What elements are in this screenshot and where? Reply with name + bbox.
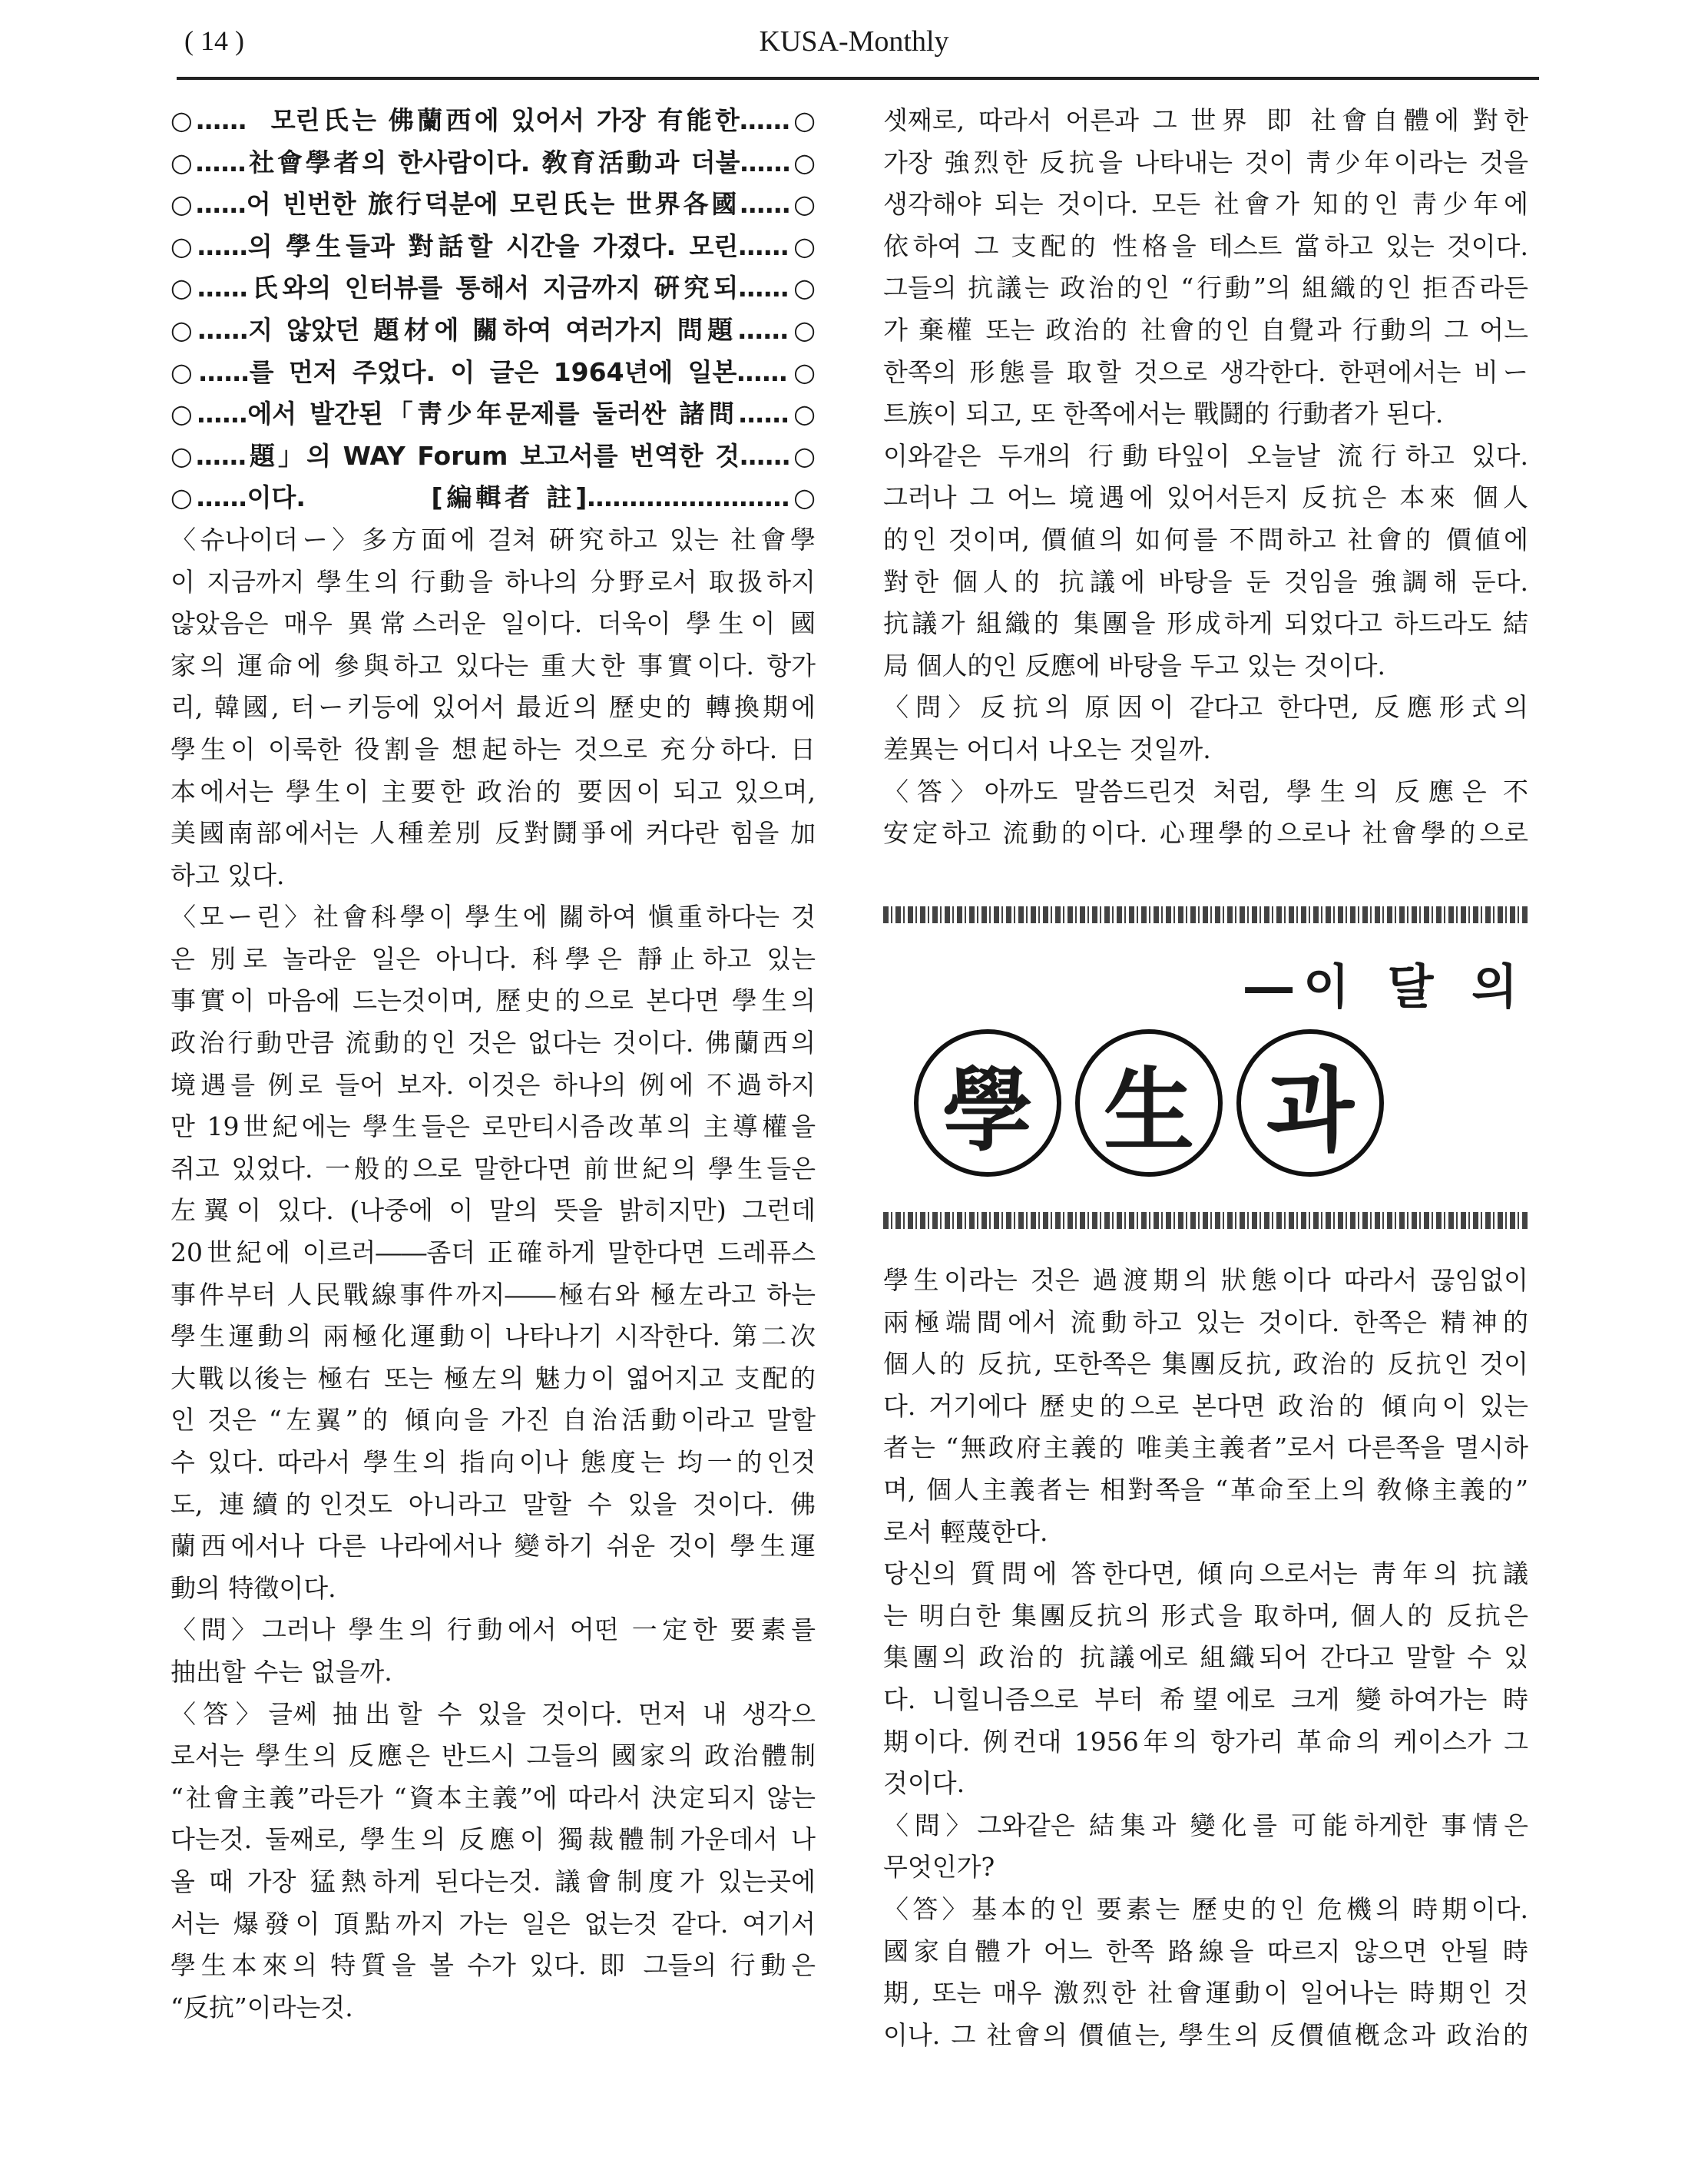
body-line: 무엇인가?	[883, 1852, 995, 1883]
body-line: 動의 特徵이다.	[170, 1572, 336, 1603]
body-line: 그들의 抗議는 政治的인 “行動”의 組織的인 拒否라든	[883, 273, 1528, 303]
body-line: 〈答〉글쎄 抽出할 수 있을 것이다. 먼저 내 생각으	[170, 1698, 816, 1729]
title-circle-char: 生	[1075, 1029, 1223, 1177]
body-line: 하고 있다.	[170, 859, 285, 890]
body-line: 서는 爆發이 頂點까지 가는 일은 없는것 같다. 여기서	[170, 1908, 816, 1939]
body-line: 安定하고 流動的이다. 心理學的으로나 社會學的으로	[883, 818, 1528, 849]
body-line: 은 別로 놀라운 일은 아니다. 科學은 靜止하고 있는	[170, 943, 816, 974]
editor-note-line: ○……의 學生들과 對話할 시간을 가졌다. 모린……○	[170, 230, 816, 261]
body-line: 셋째로, 따라서 어른과 그 世界 即 社會自體에 對한	[883, 105, 1528, 135]
body-line: 이와같은 두개의 行動타잎이 오늘날 流行하고 있다.	[883, 440, 1528, 471]
body-line: 〈問〉그러나 學生의 行動에서 어떤 一定한 要素를	[170, 1615, 816, 1645]
body-line: 事件부터 人民戰線事件까지――極右와 極左라고 하는	[170, 1279, 816, 1310]
body-line: 〈問〉그와같은 結集과 變化를 可能하게한 事情은	[883, 1810, 1528, 1840]
body-line: 左翼이 있다. (나중에 이 말의 뜻을 밝히지만) 그런데	[170, 1195, 816, 1226]
editor-note-box	[170, 100, 816, 519]
body-line: 생각해야 되는 것이다. 모든 社會가 知的인 靑少年에	[883, 189, 1528, 220]
right-column-bottom	[883, 1260, 1528, 2056]
journal-title: KUSA-Monthly	[759, 25, 949, 58]
body-line: 다. 니힐니즘으로 부터 希望에로 크게 變하여가는 時	[883, 1684, 1528, 1714]
header-rule	[177, 77, 1539, 80]
right-column-top	[883, 100, 1528, 855]
body-line: 學生運動의 兩極化運動이 나타나기 시작한다. 第二次	[170, 1321, 816, 1352]
body-line: 家의 運命에 參與하고 있다는 重大한 事實이다. 항가	[170, 650, 816, 681]
body-line: 며, 個人主義者는 相對쪽을 “革命至上의 敎條主義的”	[883, 1474, 1528, 1505]
editor-note-line: ○……社會學者의 한사람이다. 敎育活動과 더불……○	[170, 147, 816, 177]
body-line: 로서는 學生의 反應은 반드시 그들의 國家의 政治體制	[170, 1740, 816, 1771]
page-header	[184, 17, 1524, 63]
body-line: 리, 韓國, 터ー키등에 있어서 最近의 歷史的 轉換期에	[170, 692, 816, 723]
body-line: “社會主義”라든가 “資本主義”에 따라서 決定되지 않는	[170, 1782, 816, 1813]
body-line: 〈슈나이더ー〉多方面에 걸쳐 硏究하고 있는 社會學	[170, 524, 816, 555]
body-line: 大戰以後는 極右 또는 極左의 魅力이 엷어지고 支配的	[170, 1363, 816, 1393]
body-line: 的인 것이며, 價値의 如何를 不問하고 社會的 價値에	[883, 524, 1528, 555]
page-number: ( 14 )	[184, 25, 244, 56]
body-line: 本에서는 學生이 主要한 政治的 要因이 되고 있으며,	[170, 776, 816, 806]
body-line: 〈答〉基本的인 要素는 歷史的인 危機의 時期이다.	[883, 1893, 1528, 1924]
body-line: 期이다. 例컨대 1956年의 항가리 革命의 케이스가 그	[883, 1726, 1528, 1757]
decorative-border-top	[883, 906, 1528, 923]
feature-title-circles	[899, 1029, 1513, 1183]
body-line: 〈모ー린〉社會科學이 學生에 關하여 愼重하다는 것	[170, 902, 816, 932]
body-line: 局 個人的인 反應에 바탕을 두고 있는 것이다.	[883, 650, 1385, 681]
body-line: 로서 輕蔑한다.	[883, 1516, 1048, 1547]
editor-note-line: ○…… 모린氏는 佛蘭西에 있어서 가장 有能한……○	[170, 105, 816, 135]
body-line: 당신의 質問에 答한다면, 傾向으로서는 靑年의 抗議	[883, 1558, 1528, 1589]
body-line: 것이다.	[883, 1768, 965, 1799]
body-line: “反抗”이라는것.	[170, 1992, 353, 2022]
body-line: 國家自體가 어느 한쪽 路線을 따르지 않으면 안될 時	[883, 1936, 1528, 1966]
body-line: 抽出할 수는 없을까.	[170, 1656, 392, 1687]
body-line: 한쪽의 形態를 取할 것으로 생각한다. 한편에서는 비ー	[883, 356, 1528, 387]
editor-note-line: ○……를 먼저 주었다. 이 글은 1964년에 일본……○	[170, 356, 816, 387]
body-line: 가 棄權 또는 政治的 社會的인 自覺과 行動의 그 어느	[883, 314, 1528, 345]
decorative-border-bottom	[883, 1212, 1528, 1229]
body-line: 者는 “無政府主義的 唯美主義者”로서 다른쪽을 멸시하	[883, 1432, 1528, 1463]
body-line: 對한 個人的 抗議에 바탕을 둔 것임을 強調해 둔다.	[883, 566, 1528, 597]
left-column	[170, 100, 816, 2029]
body-line: 인 것은 “左翼”的 傾向을 가진 自治活動이라고 말할	[170, 1405, 816, 1436]
body-line: 個人的 反抗, 또한쪽은 集團反抗, 政治的 反抗인 것이	[883, 1349, 1528, 1379]
body-line: 만 19世紀에는 學生들은 로만티시즘改革의 主導權을	[170, 1111, 816, 1142]
body-line: 가장 強烈한 反抗을 나타내는 것이 靑少年이라는 것을	[883, 147, 1528, 177]
body-line: 올 때 가장 猛熱하게 된다는것. 議會制度가 있는곳에	[170, 1866, 816, 1896]
body-line: 〈答〉아까도 말씀드린것 처럼, 學生의 反應은 不	[883, 776, 1528, 806]
body-line: 集團의 政治的 抗議에로 組織되어 간다고 말할 수 있	[883, 1642, 1528, 1673]
body-line: 差異는 어디서 나오는 것일까.	[883, 734, 1211, 764]
body-line: 蘭西에서나 다른 나라에서나 變하기 쉬운 것이 學生運	[170, 1531, 816, 1562]
body-line: 兩極端間에서 流動하고 있는 것이다. 한쪽은 精神的	[883, 1307, 1528, 1337]
body-line: 依하여 그 支配的 性格을 테스트 當하고 있는 것이다.	[883, 230, 1528, 261]
title-circle-char: 과	[1236, 1029, 1384, 1177]
body-line: 境遇를 例로 들어 보자. 이것은 하나의 例에 不過하지	[170, 1069, 816, 1100]
title-circle-char: 學	[914, 1029, 1061, 1177]
editor-note-line: ○……이다. [編輯者 註]……………………○	[170, 482, 816, 513]
body-line: 抗議가 組織的 集團을 形成하게 되었다고 하드라도 結	[883, 608, 1528, 639]
editor-note-line: ○……氏와의 인터뷰를 통해서 지금까지 硏究되……○	[170, 273, 816, 303]
body-line: 政治行動만큼 流動的인 것은 없다는 것이다. 佛蘭西의	[170, 1028, 816, 1058]
body-line: 20世紀에 이르러――좀더 正確하게 말한다면 드레퓨스	[170, 1237, 816, 1268]
body-line: 學生本來의 特質을 볼 수가 있다. 即 그들의 行動은	[170, 1950, 816, 1981]
body-line: 이나. 그 社會의 價値는, 學生의 反價値槪念과 政治的	[883, 2019, 1528, 2050]
editor-note-line: ○……題」의 WAY Forum 보고서를 번역한 것……○	[170, 440, 816, 471]
body-line: 期, 또는 매우 激烈한 社會運動이 일어나는 時期인 것	[883, 1978, 1528, 2009]
body-line: 그러나 그 어느 境遇에 있어서든지 反抗은 本來 個人	[883, 482, 1528, 513]
body-line: 쥐고 있었다. 一般的으로 말한다면 前世紀의 學生들은	[170, 1153, 816, 1184]
editor-note-line: ○……에서 발간된「靑少年문제를 둘러싼 諸問……○	[170, 399, 816, 429]
body-line: 다. 거기에다 歷史的으로 본다면 政治的 傾向이 있는	[883, 1390, 1528, 1421]
body-line: 事實이 마음에 드는것이며, 歷史的으로 본다면 學生의	[170, 985, 816, 1016]
feature-kicker: ―이 달 의	[1245, 959, 1528, 1015]
body-line: 트族이 되고, 또 한쪽에서는 戰鬪的 行動者가 된다.	[883, 399, 1444, 429]
editor-note-line: ○……지 않았던 題材에 關하여 여러가지 問題……○	[170, 314, 816, 345]
body-line: 學生이라는 것은 過渡期의 狀態이다 따라서 끊임없이	[883, 1265, 1528, 1295]
body-line: 이 지금까지 學生의 行動을 하나의 分野로서 取扱하지	[170, 566, 816, 597]
body-line: 수 있다. 따라서 學生의 指向이나 態度는 均一的인것	[170, 1447, 816, 1477]
body-line: 도, 連續的인것도 아니라고 말할 수 있을 것이다. 佛	[170, 1489, 816, 1519]
body-line: 美國南部에서는 人種差別 反對鬪爭에 커다란 힘을 加	[170, 818, 816, 849]
body-line: 學生이 이룩한 役割을 想起하는 것으로 充分하다. 日	[170, 734, 816, 764]
editor-note-line: ○……어 빈번한 旅行덕분에 모린氏는 世界各國……○	[170, 189, 816, 220]
body-line: 〈問〉反抗의 原因이 같다고 한다면, 反應形式의	[883, 692, 1528, 723]
body-line: 않았음은 매우 異常스러운 일이다. 더욱이 學生이 國	[170, 608, 816, 639]
body-line: 는 明白한 集團反抗의 形式을 取하며, 個人的 反抗은	[883, 1600, 1528, 1631]
left-body-text	[170, 519, 816, 2029]
body-line: 다는것. 둘째로, 學生의 反應이 獨裁體制가운데서 나	[170, 1824, 816, 1855]
